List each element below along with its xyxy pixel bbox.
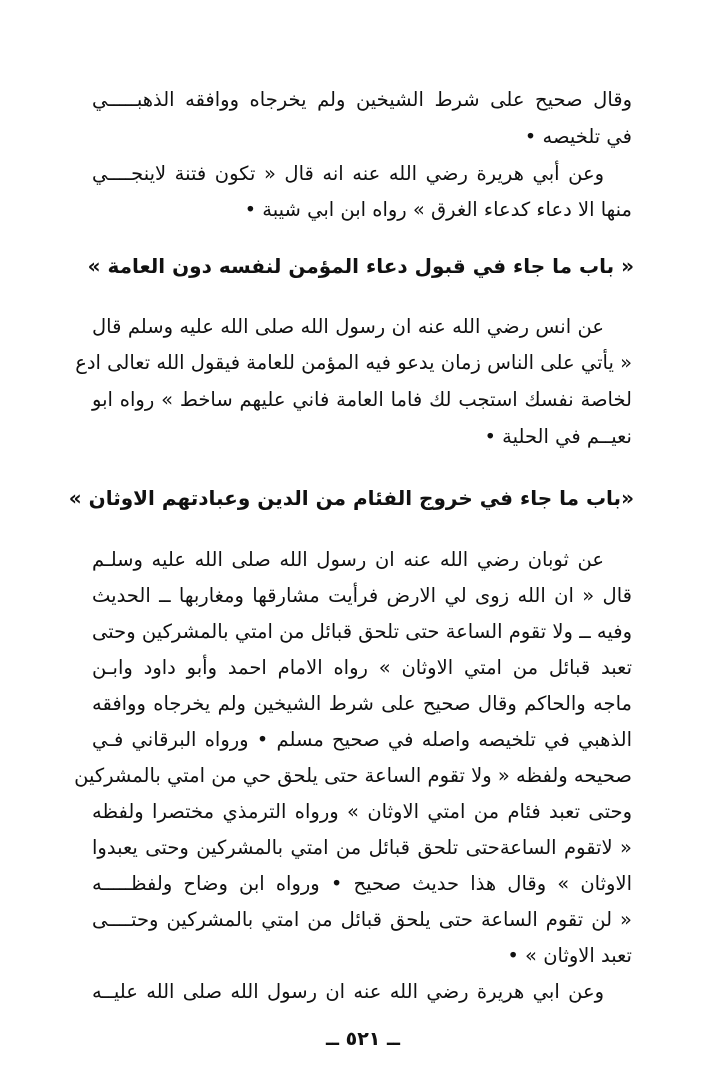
text-line: الاوثان » وقال هذا حديث صحيح • ورواه ابن وضاح ولفظـــــه	[92, 872, 632, 895]
text-line: ماجه والحاكم وقال صحيح على شرط الشيخين ولم يخرجاه ووافقه	[92, 692, 632, 715]
text-line: لخاصة نفسك استجب لك فاما العامة فاني عليهم ساخط » رواه ابو	[92, 388, 632, 411]
text-line: وفيه ــ ولا تقوم الساعة حتى تلحق قبائل من امتي بالمشركين وحتى	[92, 620, 632, 643]
page-number: ــ ٥٢١ ــ	[325, 1028, 400, 1050]
text-line: وعن ابي هريرة رضي الله عنه ان رسول الله صلى الله عليــه	[92, 980, 604, 1003]
text-line: نعيــم في الحلية •	[484, 425, 632, 448]
text-line: عن انس رضي الله عنه ان رسول الله صلى الله عليه وسلم قال	[92, 315, 604, 338]
text-line: صحيحه ولفظه « ولا تقوم الساعة حتى يلحق حي من امتي بالمشركين	[74, 764, 632, 787]
text-line: « لن تقوم الساعة حتى يلحق قبائل من امتي بالمشركين وحتــــى	[92, 908, 632, 931]
text-line: قال « ان الله زوى لي الارض فرأيت مشارقها ومغاربها ــ الحديث	[92, 584, 632, 607]
text-line: وعن أبي هريرة رضي الله عنه انه قال « تكون فتنة لاينجــــي	[92, 162, 604, 185]
chapter-heading: «باب ما جاء في خروج الفئام من الدين وعبادتهم الاوثان »	[68, 486, 634, 510]
text-line: تعبد قبائل من امتي الاوثان » رواه الامام احمد وأبو داود وابـن	[92, 656, 632, 679]
text-line: في تلخيصه •	[524, 125, 632, 148]
text-line: وقال صحيح على شرط الشيخين ولم يخرجاه ووافقه الذهبـــــي	[92, 88, 632, 111]
text-line: منها الا دعاء كدعاء الغرق » رواه ابن ابي شيبة •	[244, 198, 632, 221]
text-line: « يأتي على الناس زمان يدعو فيه المؤمن للعامة فيقول الله تعالى ادع	[75, 351, 632, 374]
text-line: تعبد الاوثان » •	[507, 944, 632, 967]
text-line: « لاتقوم الساعةحتى تلحق قبائل من امتي بالمشركين وحتى يعبدوا	[92, 836, 632, 859]
chapter-heading: « باب ما جاء في قبول دعاء المؤمن لنفسه دون العامة »	[87, 254, 634, 278]
text-line: الذهبي في تلخيصه واصله في صحيح مسلم • ورواه البرقاني فـي	[92, 728, 632, 751]
text-line: عن ثوبان رضي الله عنه ان رسول الله صلى الله عليه وسلـم	[92, 548, 604, 571]
text-line: وحتى تعبد فئام من امتي الاوثان » ورواه الترمذي مختصرا ولفظه	[92, 800, 632, 823]
